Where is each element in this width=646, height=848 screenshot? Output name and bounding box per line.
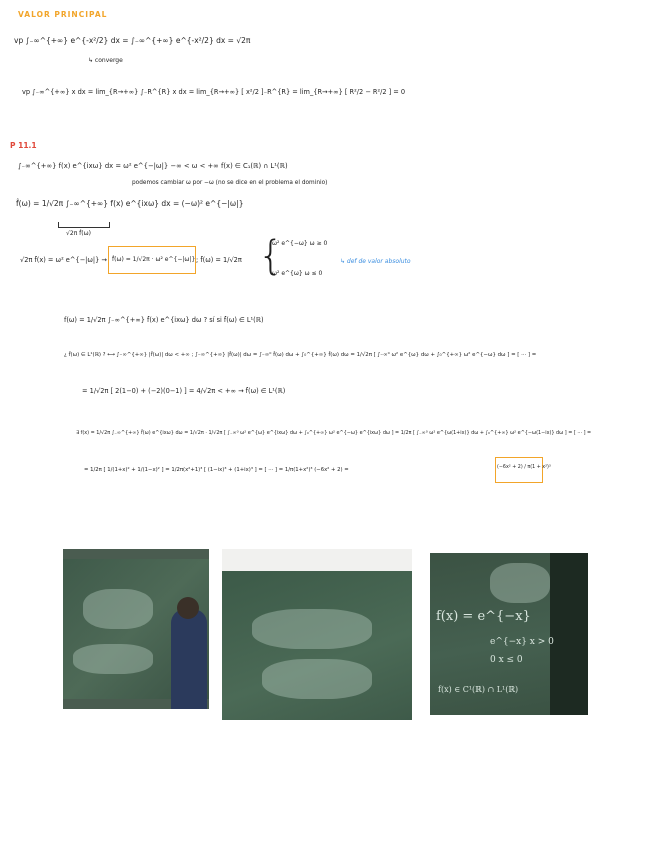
equation-fourier-transform: f̂(ω) = 1/√2π ∫₋∞^{+∞} f(x) e^{ixω} dx = (−ω)² e^{−|ω|}: [16, 199, 244, 208]
underbrace-label: √2π f̂(ω): [66, 230, 91, 237]
board-photo-1: [63, 549, 209, 709]
boxed-result-1: f̂(ω) = 1/√2π · ω² e^{−|ω|}: [112, 256, 196, 263]
chalk-smudge: [252, 609, 372, 649]
chalk-case-1: e^{−x} x > 0: [490, 637, 554, 647]
case-omega-positive: ω² e^{−ω} ω ≥ 0: [272, 240, 328, 247]
equation-l1-result: = 1/√2π [ 2(1−0) + (−2)(0−1) ] = 4/√2π < +∞ → f̂(ω) ∈ L¹(ℝ): [82, 387, 286, 395]
section-title-valor-principal: VALOR PRINCIPAL: [18, 10, 108, 19]
result-box-2: [495, 457, 543, 483]
person-head: [177, 597, 199, 619]
equation-final-simplification: = 1/2π [ 1/(1+x)² + 1/(1−x)² ] = 1/2π(x²+1)³ [ (1−ix)³ + (1+ix)³ ] = [ ··· ] = 1/π(1+x²)³ (−6x² + 2) =: [84, 467, 349, 473]
note-valor-absoluto: ↳ def de valor absoluto: [340, 258, 411, 265]
equation-relation-left: √2π f̂(x) = ω² e^{−|ω|} →: [20, 256, 107, 264]
equation-relation-right: ; f̂(ω) = 1/√2π: [196, 256, 242, 264]
board-photo-2: [222, 549, 412, 720]
board-photo-3: [430, 553, 588, 715]
underbrace: [58, 222, 110, 228]
section-title-p11-1: P 11.1: [10, 141, 37, 150]
person-silhouette: [171, 609, 207, 709]
equation-l1-check: ¿ f̂(ω) ∈ L¹(ℝ) ? ⟷ ∫₋∞^{+∞} |f̂(ω)| dω < +∞ ; ∫₋∞^{+∞} |f̂(ω)| dω = ∫₋∞⁰ f̂(ω) dω + ∫₀^{+∞} f̂(ω) dω = 1/√2π [ ∫₋∞⁰ ω² e^{ω} dω + ∫₀^{+∞} ω² e^{−ω} dω ] = [ ··· ] =: [64, 352, 537, 358]
note-converge: ↳ converge: [88, 57, 123, 64]
equation-vp-x: vp ∫₋∞^{+∞} x dx = lim_{R→+∞} ∫₋R^{R} x dx = lim_{R→+∞} [ x²/2 ]₋R^{R} = lim_{R→+∞} [ R²/2 − R²/2 ] = 0: [22, 88, 406, 96]
case-omega-negative: ω² e^{ω} ω ≤ 0: [272, 270, 323, 277]
chalk-smudge: [490, 563, 550, 603]
note-cambiar-omega: podemos cambiar ω por −ω (no se dice en el problema el dominio): [132, 180, 328, 186]
chalk-formula: f(x) = e^{−x}: [436, 609, 531, 624]
cases-brace: {: [258, 233, 284, 279]
equation-problem-statement: ∫₋∞^{+∞} f(x) e^{ixω} dx = ω² e^{−|ω|} −∞ < ω < +∞ f(x) ∈ C₁(ℝ) ∩ L¹(ℝ): [18, 162, 288, 170]
equation-vp-gaussian: vp ∫₋∞^{+∞} e^{-x²/2} dx = ∫₋∞^{+∞} e^{-x²/2} dx = √2π: [14, 36, 251, 45]
chalk-smudge: [262, 659, 372, 699]
equation-inverse-question: f(ω) = 1/√2π ∫₋∞^{+∞} f̂(x) e^{ixω} dω ? sí si f̂(ω) ∈ L¹(ℝ): [64, 316, 264, 324]
chalk-bottom-line: f(x) ∈ C¹(ℝ) ∩ L¹(ℝ): [438, 685, 519, 694]
board-frame: [550, 553, 588, 715]
equation-inverse-integral: ∃ f(x) = 1/√2π ∫₋∞^{+∞} f̂(ω) e^{ixω} dω = 1/√2π · 1/√2π [ ∫₋∞⁰ ω² e^{ω} e^{ixω} dω + ∫₀^{+∞} ω² e^{−ω} e^{ixω} dω ] = 1/2π [ ∫₋∞⁰ ω² e^{ω(1+ix)} dω + ∫₀^{+∞} ω² e^{−ω(1−ix)} dω ] = [ ··· ] =: [76, 430, 592, 436]
chalk-case-2: 0 x ≤ 0: [490, 655, 523, 665]
boxed-result-2: (−6x² + 2) / π(1 + x²)³: [497, 465, 551, 470]
chalk-smudge: [73, 644, 153, 674]
chalk-smudge: [83, 589, 153, 629]
